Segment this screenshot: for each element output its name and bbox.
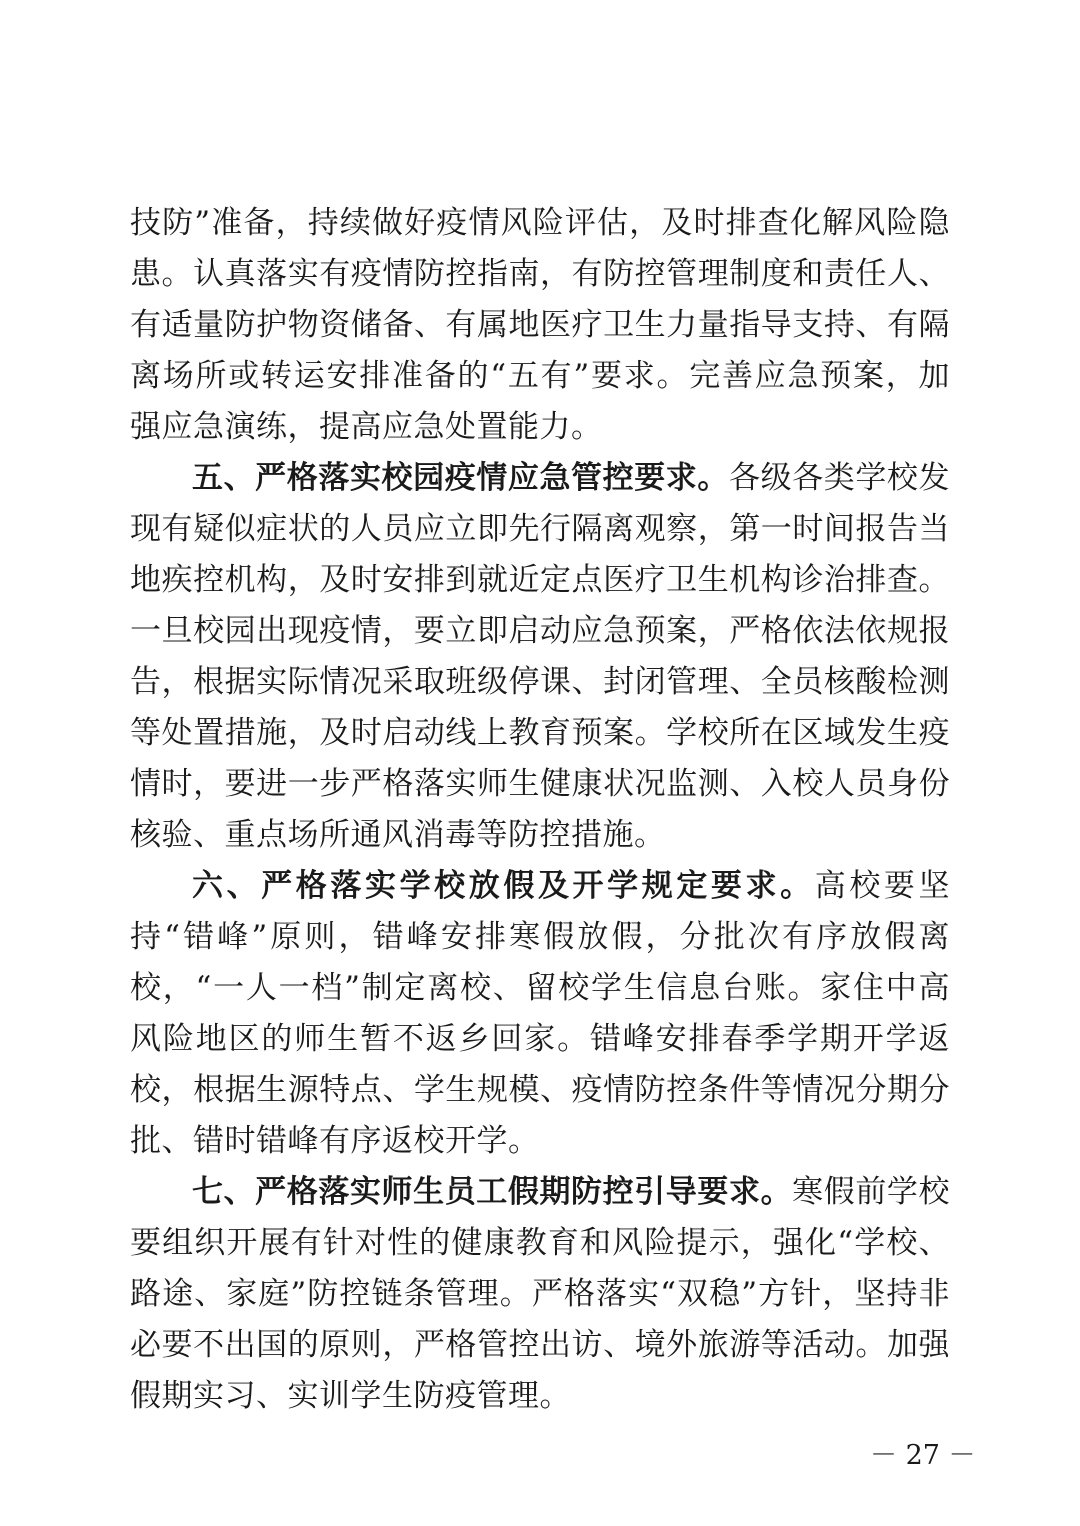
paragraph-section-five <box>130 453 950 861</box>
paragraph-text: 寒假前学校要组织开展有针对性的健康教育和风险提示，强化“学校、路途、家庭”防控链条管理。严格落实“双稳”方针，坚持非必要不出国的原则，严格管控出访、境外旅游等活动。加强假期实习、实训学生防疫管理。 <box>130 1174 951 1414</box>
section-heading: 六、严格落实学校放假及开学规定要求。 <box>192 868 815 904</box>
paragraph-text: 高校要坚持“错峰”原则，错峰安排寒假放假，分批次有序放假离校，“一人一档”制定离校、留校学生信息台账。家住中高风险地区的师生暂不返乡回家。错峰安排春季学期开学返校，根据生源特点、学生规模、疫情防控条件等情况分期分批、错时错峰有序返校开学。 <box>130 868 951 1159</box>
section-heading: 五、严格落实校园疫情应急管控要求。 <box>192 460 729 496</box>
section-heading: 七、严格落实师生员工假期防控引导要求。 <box>192 1174 793 1210</box>
paragraph-section-seven <box>130 1167 950 1422</box>
paragraph-text: 技防”准备，持续做好疫情风险评估，及时排查化解风险隐患。认真落实有疫情防控指南，有防控管理制度和责任人、有适量防护物资储备、有属地医疗卫生力量指导支持、有隔离场所或转运安排准备的“五有”要求。完善应急预案，加强应急演练，提高应急处置能力。 <box>130 205 950 445</box>
paragraph-continuation <box>130 198 950 453</box>
document-body <box>130 198 950 1422</box>
page-number: － 27 － <box>870 1440 976 1471</box>
paragraph-section-six <box>130 861 950 1167</box>
paragraph-text: 各级各类学校发现有疑似症状的人员应立即先行隔离观察，第一时间报告当地疾控机构，及时安排到就近定点医疗卫生机构诊治排查。一旦校园出现疫情，要立即启动应急预案，严格依法依规报告，根据实际情况采取班级停课、封闭管理、全员核酸检测等处置措施，及时启动线上教育预案。学校所在区域发生疫情时，要进一步严格落实师生健康状况监测、入校人员身份核验、重点场所通风消毒等防控措施。 <box>130 460 951 853</box>
